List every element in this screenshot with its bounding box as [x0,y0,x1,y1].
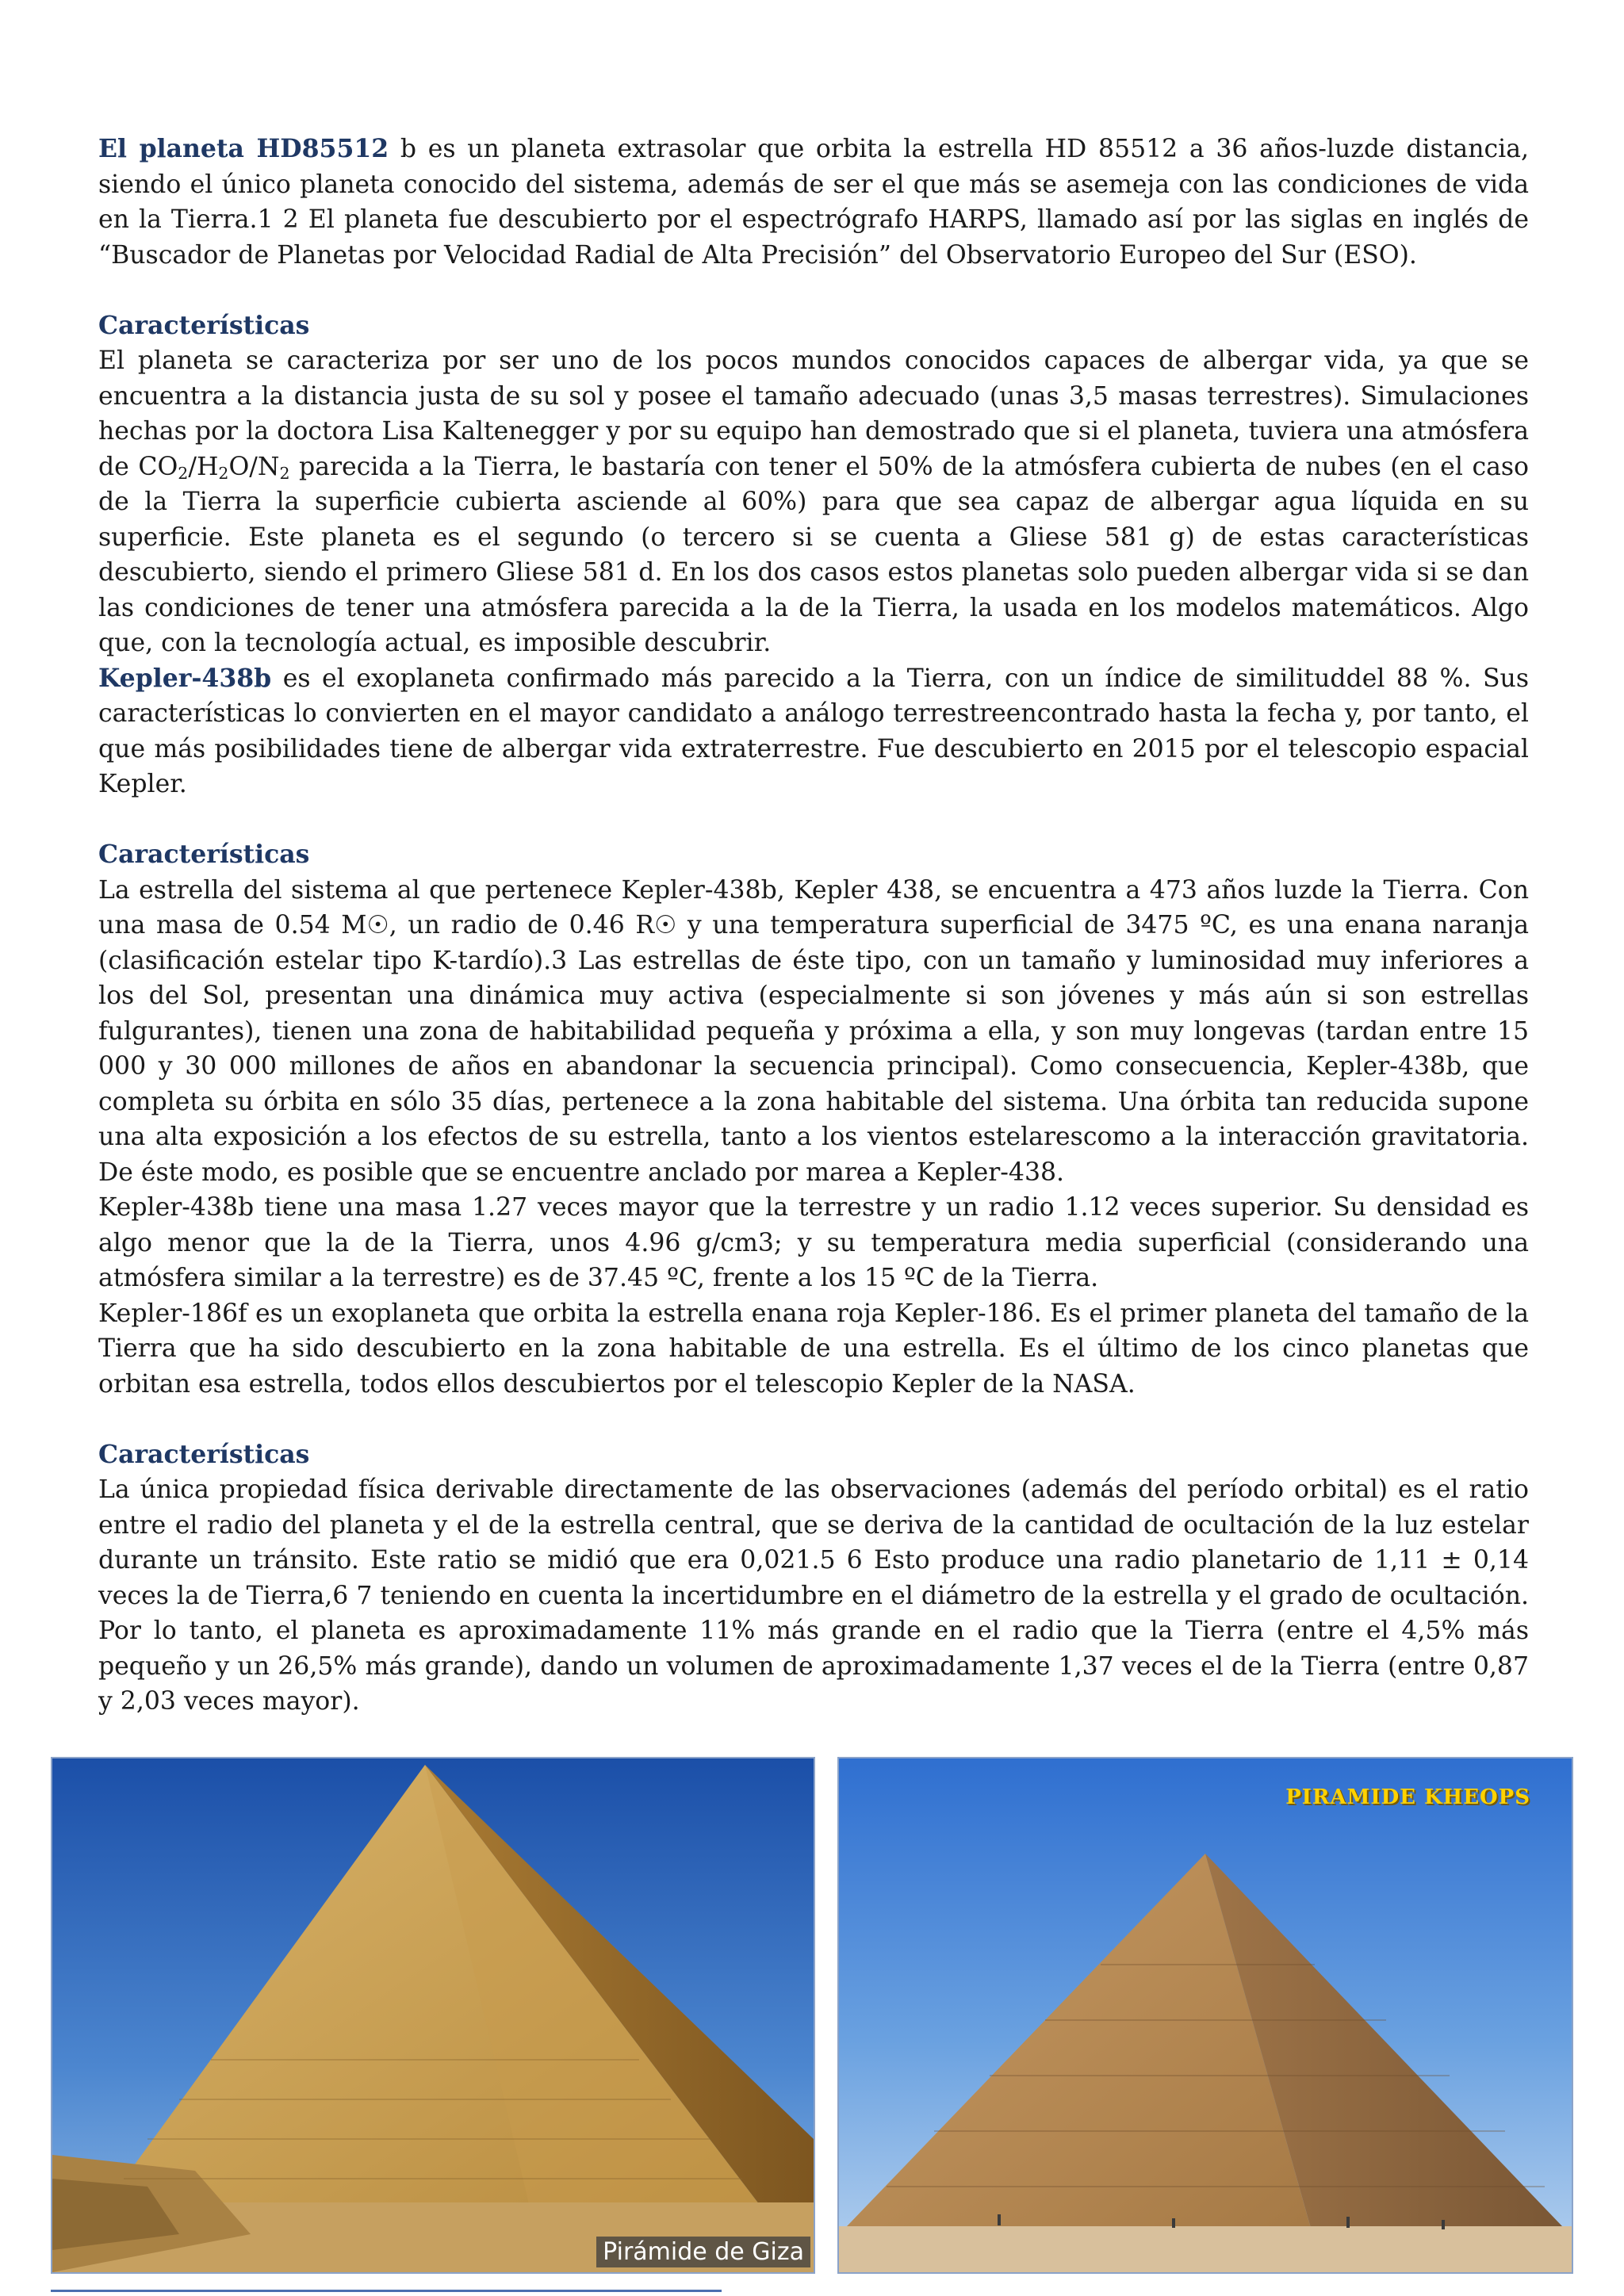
section-heading-3: Características [98,1439,310,1469]
features-text-1: El planeta se caracteriza por ser uno de los pocos mundos conocidos capaces de albergar vida, ya que se encuentra a la distancia justa de su sol y posee el tamaño adecuado (unas 3,5 masas terrestres). Simulaciones hechas por la doctora Lisa Kaltenegger y por su equipo han demostrado que si el planeta, tuviera una atmósfera de CO [98,346,1529,481]
hd85512-lead: El planeta HD85512 [98,134,389,163]
subscript-2: 2 [178,463,189,483]
paragraph-kepler186f: Kepler-186f es un exoplaneta que orbita la estrella enana roja Kepler-186. Es el primer planeta del tamaño de la Tierra que ha sido descubierto en la zona habitable de una estrella. Es el último de los cinco planetas que orbitan esa estrella, todos ellos descubiertos por el telescopio Kepler de la NASA. [98,1299,1529,1399]
features-text-3: O/N [228,452,280,481]
kheops-pyramid-illustration [839,1758,1572,2272]
giza-pyramid-photo [51,1757,815,2274]
giza-caption: Pirámide de Giza [596,2237,810,2267]
section-heading-1: Características [98,310,310,340]
subscript-2: 2 [279,463,290,483]
footer-rule [51,2290,722,2292]
features-text-4: parecida a la Tierra, le bastaría con tener el 50% de la atmósfera cubierta de nubes (en el caso de la Tierra la superficie cubierta asciende al 60%) para que sea capaz de albergar agua líquida en su superficie. Este planeta es el segundo (o tercero si se cuenta a Gliese 581 g) de estas características descubierto, siendo el primero Gliese 581 d. En los dos casos estos planetas solo pueden albergar vida si se dan las condiciones de tener una atmósfera parecida a la de la Tierra, la usada en los modelos matemáticos. Algo que, con la tecnología actual, es imposible descubrir. [98,452,1529,657]
paragraph-kepler438-star: La estrella del sistema al que pertenece Kepler-438b, Kepler 438, se encuentra a 473 años luzde la Tierra. Con una masa de 0.54 M☉, un radio de 0.46 R☉ y una temperatura superficial de 3475 ºC, es una enana naranja (clasificación estelar tipo K-tardío).3 Las estrellas de éste tipo, con un tamaño y luminosidad muy inferiores a los del Sol, presentan una dinámica muy activa (especialmente si son jóvenes y más aún si son estrellas fulgurantes), tienen una zona de habitabilidad pequeña y próxima a ella, y son muy longevas (tardan entre 15 000 y 30 000 millones de años en abandonar la secuencia principal). Como consecuencia, Kepler-438b, que completa su órbita en sólo 35 días, pertenece a la zona habitable del sistema. Una órbita tan reducida supone una alta exposición a los efectos de su estrella, tanto a los vientos estelarescomo a la interacción gravitatoria. De éste modo, es posible que se encuentre anclado por marea a Kepler-438. [98,875,1529,1187]
paragraph-hd85512-features [98,343,1529,661]
hd85512-text: b es un planeta extrasolar que orbita la estrella HD 85512 a 36 años-luzde distancia, siendo el único planeta conocido del sistema, además de ser el que más se asemeja con las condiciones de vida en la Tierra.1 2 El planeta fue descubierto por el espectrógrafo HARPS, llamado así por las siglas en inglés de “Buscador de Planetas por Velocidad Radial de Alta Precisión” del Observatorio Europeo del Sur (ESO). [98,135,1529,270]
paragraph-hd85512 [98,132,1529,273]
giza-pyramid-illustration [52,1758,814,2272]
kepler438b-text: es el exoplaneta confirmado más parecido a la Tierra, con un índice de similituddel 88 %. Sus características lo convierten en el mayor candidato a análogo terrestreencontrado hasta la fecha y, por tanto, el que más posibilidades tiene de albergar vida extraterrestre. Fue descubierto en 2015 por el telescopio espacial Kepler. [98,664,1529,798]
paragraph-kepler186f-features: La única propiedad física derivable directamente de las observaciones (además del período orbital) es el ratio entre el radio del planeta y el de la estrella central, que se deriva de la cantidad de ocultación de la luz estelar durante un tránsito. Este ratio se midió que era 0,021.5 6 Esto produce una radio planetario de 1,11 ± 0,14 veces la de Tierra,6 7 teniendo en cuenta la incertidumbre en el diámetro de la estrella y el grado de ocultación. Por lo tanto, el planeta es aproximadamente 11% más grande en el radio que la Tierra (entre el 4,5% más pequeño y un 26,5% más grande), dando un volumen de aproximadamente 1,37 veces el de la Tierra (entre 0,87 y 2,03 veces mayor). [98,1475,1529,1716]
section-heading-2: Características [98,840,310,869]
subscript-2: 2 [218,463,229,483]
kheops-pyramid-photo [837,1757,1573,2274]
article-body [98,132,1529,1720]
kheops-caption: PIRAMIDE KHEOPS [1285,1785,1530,1809]
features-text-2: /H [188,452,219,481]
paragraph-kepler438b-mass: Kepler-438b tiene una masa 1.27 veces mayor que la terrestre y un radio 1.12 veces superior. Su densidad es algo menor que la de la Tierra, unos 4.96 g/cm3; y su temperatura media superficial (considerando una atmósfera similar a la terrestre) es de 37.45 ºC, frente a los 15 ºC de la Tierra. [98,1193,1529,1292]
paragraph-kepler438b [98,661,1529,802]
kepler438b-lead: Kepler-438b [98,663,272,693]
